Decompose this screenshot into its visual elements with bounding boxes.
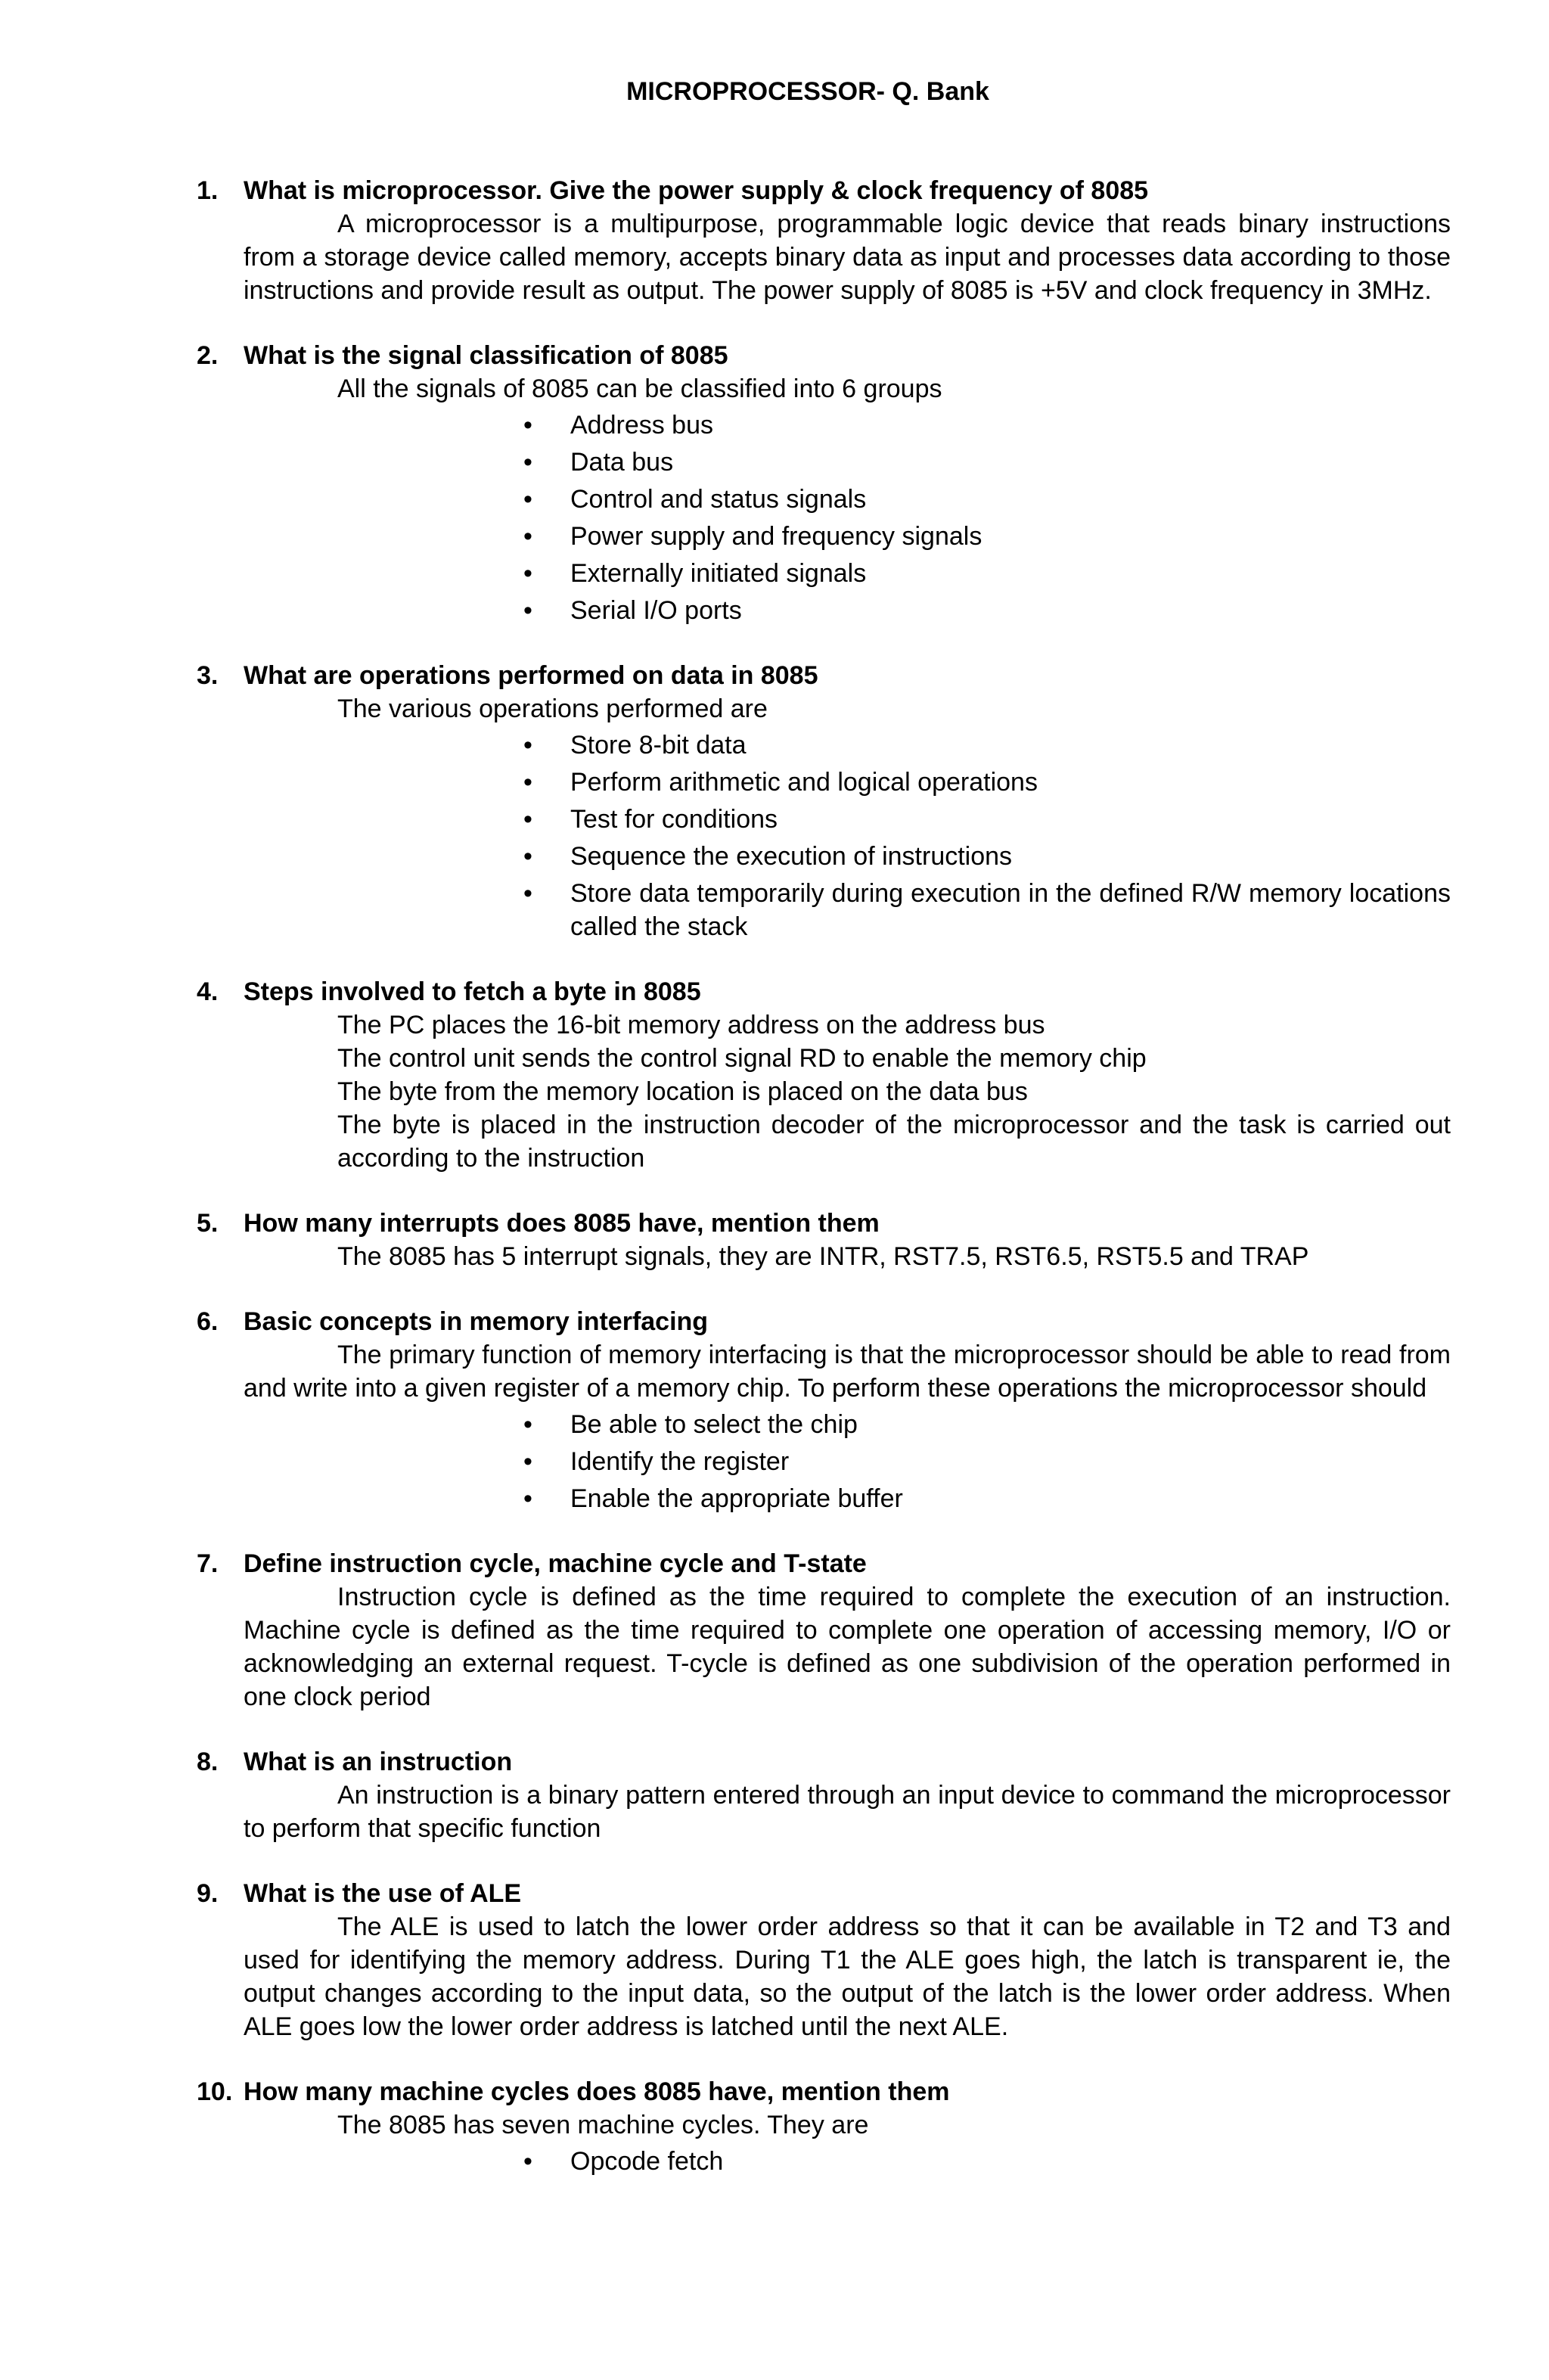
question-10: [197, 2075, 1451, 2178]
bullet-icon: •: [523, 731, 532, 760]
page-title: MICROPROCESSOR- Q. Bank: [626, 77, 989, 106]
bullet-icon: •: [523, 879, 532, 908]
bullet-list: [244, 409, 1451, 627]
question-9: [197, 1877, 1451, 2043]
answer-paragraph: Instruction cycle is defined as the time required to complete the execution of an instruction. Machine cycle is defined as the time required to complete one operation of accessing memory, I/O or acknowledging an external request. T-cycle is defined as one subdivision of the operation performed in one clock period: [244, 1583, 1451, 1711]
question-text: What are operations performed on data in 8085: [244, 661, 818, 690]
question-text: What is microprocessor. Give the power supply & clock frequency of 8085: [244, 176, 1149, 205]
question-number: 9.: [197, 1879, 219, 1908]
bullet-icon: •: [523, 1447, 532, 1476]
question-heading: [197, 975, 1451, 1008]
bullet-icon: •: [523, 596, 532, 625]
question-text: How many machine cycles does 8085 have, mention them: [244, 2077, 950, 2106]
list-item: • Serial I/O ports: [523, 594, 1451, 627]
answer-line: The byte from the memory location is placed on the data bus: [337, 1077, 1028, 1106]
answer-intro: The various operations performed are: [337, 694, 768, 723]
list-item: • Power supply and frequency signals: [523, 520, 1451, 553]
question-heading: [197, 1547, 1451, 1580]
list-item: • Test for conditions: [523, 803, 1451, 836]
answer-paragraph: An instruction is a binary pattern entered through an input device to command the microprocessor to perform that specific function: [244, 1781, 1451, 1843]
question-text: What is the signal classification of 8085: [244, 341, 728, 370]
answer-line: The 8085 has 5 interrupt signals, they are INTR, RST7.5, RST6.5, RST5.5 and TRAP: [337, 1242, 1309, 1271]
question-2: [197, 339, 1451, 627]
bullet-icon: •: [523, 522, 532, 551]
answer: [197, 372, 1451, 627]
list-item: • Sequence the execution of instructions: [523, 840, 1451, 873]
question-number: 4.: [197, 977, 219, 1006]
answer: [197, 207, 1451, 307]
answer: [197, 1240, 1451, 1273]
question-text: How many interrupts does 8085 have, mention them: [244, 1209, 880, 1238]
answer: [197, 1779, 1451, 1845]
answer-paragraph: A microprocessor is a multipurpose, programmable logic device that reads binary instructions from a storage device called memory, accepts binary data as input and processes data according to those instructions and provide result as output. The power supply of 8085 is +5V and clock frequency in 3MHz.: [244, 210, 1451, 305]
question-heading: [197, 339, 1451, 372]
answer: [197, 1910, 1451, 2043]
list-item: • Perform arithmetic and logical operations: [523, 766, 1451, 799]
bullet-icon: •: [523, 805, 532, 834]
question-number: 6.: [197, 1307, 219, 1336]
question-heading: [197, 174, 1451, 207]
question-heading: [197, 1207, 1451, 1240]
list-item: • Store data temporarily during execution in the defined R/W memory locations called the stack: [523, 877, 1451, 943]
question-1: [197, 174, 1451, 307]
list-item: • Identify the register: [523, 1445, 1451, 1478]
question-6: [197, 1305, 1451, 1515]
list-item: • Opcode fetch: [523, 2145, 1451, 2178]
answer: [197, 1008, 1451, 1175]
list-item: • Enable the appropriate buffer: [523, 1482, 1451, 1515]
question-number: 2.: [197, 341, 219, 370]
list-item: • Externally initiated signals: [523, 557, 1451, 590]
question-number: 3.: [197, 661, 219, 690]
question-number: 8.: [197, 1748, 219, 1776]
list-item: • Address bus: [523, 409, 1451, 442]
question-heading: [197, 1305, 1451, 1338]
question-5: [197, 1207, 1451, 1273]
answer-line: The control unit sends the control signal RD to enable the memory chip: [337, 1044, 1147, 1073]
bullet-icon: •: [523, 842, 532, 871]
answer-line: The byte is placed in the instruction decoder of the microprocessor and the task is carried out according to the instruction: [337, 1111, 1451, 1173]
list-item: • Control and status signals: [523, 483, 1451, 516]
question-text: Steps involved to fetch a byte in 8085: [244, 977, 701, 1006]
list-item: • Be able to select the chip: [523, 1408, 1451, 1441]
answer-paragraph: The ALE is used to latch the lower order address so that it can be available in T2 and T3 and used for identifying the memory address. During T1 the ALE goes high, the latch is transparent ie, the output changes according to the input data, so the output of the latch is the lower order address. When ALE goes low the lower order address is latched until the next ALE.: [244, 1912, 1451, 2041]
answer: [197, 1338, 1451, 1515]
list-item: • Data bus: [523, 446, 1451, 479]
question-number: 1.: [197, 176, 219, 205]
question-heading: [197, 1745, 1451, 1779]
bullet-list: [244, 2145, 1451, 2178]
question-8: [197, 1745, 1451, 1845]
bullet-icon: •: [523, 411, 532, 440]
question-text: Define instruction cycle, machine cycle and T-state: [244, 1549, 867, 1578]
bullet-list: [244, 1408, 1451, 1515]
question-text: Basic concepts in memory interfacing: [244, 1307, 709, 1336]
answer-paragraph: The primary function of memory interfacing is that the microprocessor should be able to read from and write into a given register of a memory chip. To perform these operations the microprocessor should: [244, 1341, 1451, 1403]
answer-intro: All the signals of 8085 can be classified into 6 groups: [337, 374, 942, 403]
question-number: 10.: [197, 2077, 233, 2106]
bullet-icon: •: [523, 2147, 532, 2176]
bullet-icon: •: [523, 768, 532, 797]
question-heading: [197, 1877, 1451, 1910]
bullet-list: [244, 729, 1451, 943]
question-number: 5.: [197, 1209, 219, 1238]
answer-line: The PC places the 16-bit memory address on the address bus: [337, 1011, 1045, 1039]
question-bank: [197, 174, 1451, 2210]
question-number: 7.: [197, 1549, 219, 1578]
answer: [197, 1580, 1451, 1714]
question-heading: [197, 2075, 1451, 2108]
question-heading: [197, 659, 1451, 692]
question-text: What is the use of ALE: [244, 1879, 522, 1908]
bullet-icon: •: [523, 1484, 532, 1513]
bullet-icon: •: [523, 559, 532, 588]
answer: [197, 692, 1451, 943]
question-3: [197, 659, 1451, 943]
question-7: [197, 1547, 1451, 1714]
bullet-icon: •: [523, 448, 532, 477]
bullet-icon: •: [523, 485, 532, 514]
question-4: [197, 975, 1451, 1175]
list-item: • Store 8-bit data: [523, 729, 1451, 762]
answer: [197, 2108, 1451, 2178]
question-text: What is an instruction: [244, 1748, 513, 1776]
answer-intro: The 8085 has seven machine cycles. They are: [337, 2111, 869, 2139]
bullet-icon: •: [523, 1410, 532, 1439]
